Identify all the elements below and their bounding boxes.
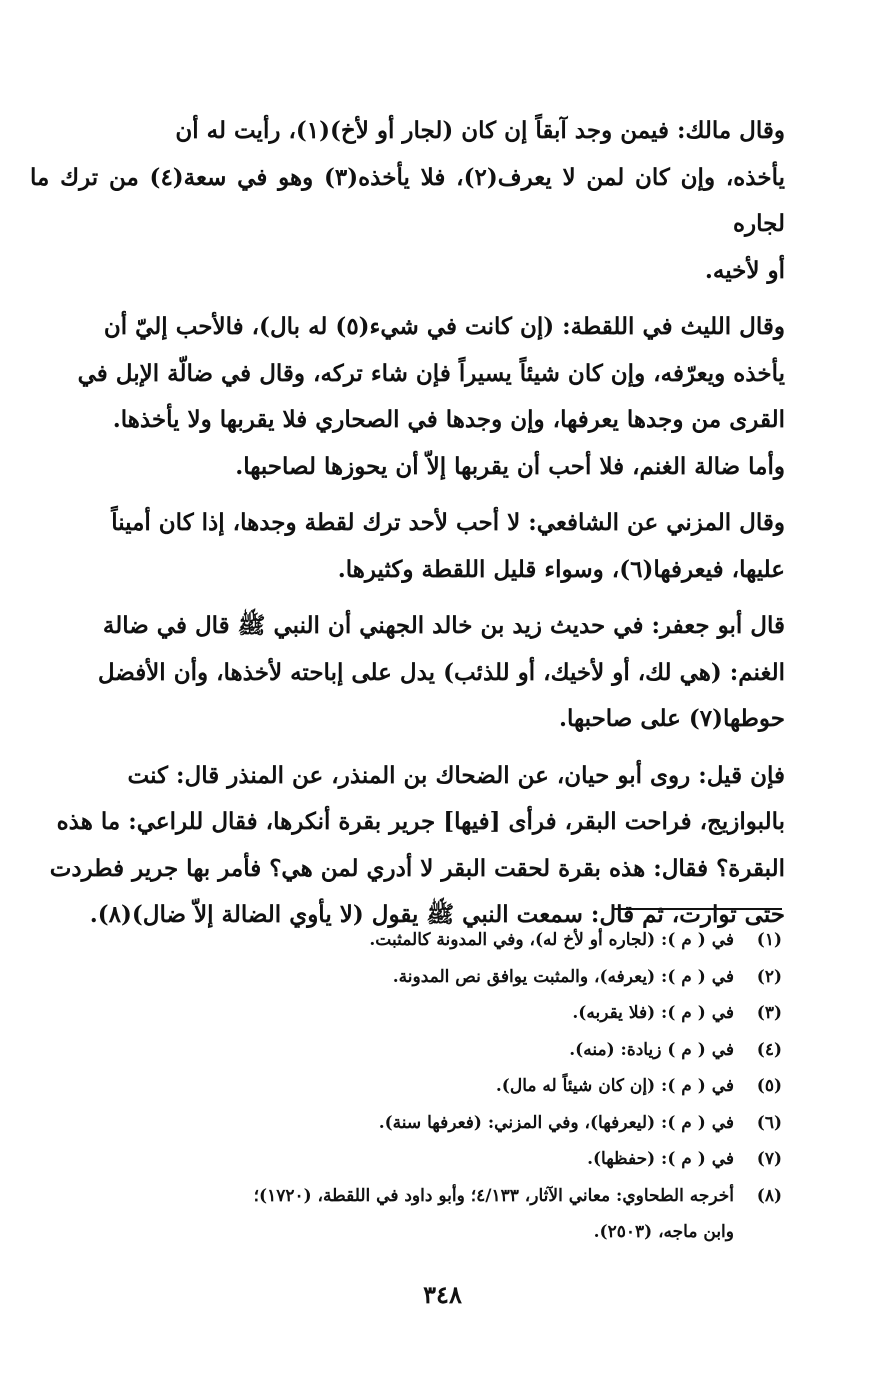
footnote-text: في ( م ) زيادة: (منه).	[569, 1039, 734, 1060]
footnote-text: في ( م ): (إن كان شيئاً له مال).	[495, 1076, 734, 1096]
text-line: البقرة؟ فقال: هذه بقرة لحقت البقر لا أدري لمن هي؟ فأمر بها جرير فطردت	[49, 854, 785, 882]
text-line: فإن قيل: روى أبو حيان، عن الضحاك بن المنذر، عن المنذر قال: كنت	[127, 761, 785, 789]
paragraph-abu-jafar	[30, 603, 785, 743]
footnote-number: (٤)	[756, 1039, 782, 1060]
text-line: وأما ضالة الغنم، فلا أحب أن يقربها إلاّ أن يحوزها لصاحبها.	[235, 452, 785, 480]
paragraph-malik	[30, 108, 785, 294]
text-line: وقال الليث في اللقطة: (إن كانت في شيء(٥) له بال)، فالأحب إليّ أن	[103, 313, 785, 340]
paragraph-muzani	[30, 500, 785, 593]
footnote-7	[30, 1141, 782, 1178]
text-line: يأخذه، وإن كان لمن لا يعرف(٢)، فلا يأخذه(٣) وهو في سعة(٤) من ترك ما لجاره	[30, 163, 786, 237]
footnote-number: (٨)	[756, 1185, 782, 1206]
paragraph-layth	[30, 304, 785, 490]
footnote-5	[30, 1068, 782, 1105]
footnote-text: في ( م ): (يعرفه)، والمثبت يوافق نص المدونة.	[392, 966, 734, 987]
footnote-text: في ( م ): (ليعرفها)، وفي المزني: (فعرفها سنة).	[378, 1112, 734, 1133]
footnote-6	[30, 1105, 782, 1142]
footnote-separator	[612, 908, 782, 910]
text-line: القرى من وجدها يعرفها، وإن وجدها في الصحاري فلا يقربها ولا يأخذها.	[112, 406, 785, 433]
main-text	[30, 108, 785, 949]
footnote-text: في ( م ): (حفظها).	[587, 1149, 734, 1169]
text-line: أو لأخيه.	[704, 256, 785, 284]
footnote-4	[30, 1032, 782, 1069]
footnote-1	[30, 922, 782, 959]
footnote-3	[30, 995, 782, 1032]
text-line: عليها، فيعرفها(٦)، وسواء قليل اللقطة وكثيرها.	[337, 555, 785, 583]
footnote-text-line: وابن ماجه، (٢٥٠٣).	[593, 1222, 734, 1242]
footnote-number: (٢)	[756, 966, 782, 987]
text-line: يأخذه ويعرّفه، وإن كان شيئاً يسيراً فإن شاء تركه، وقال في ضالّة الإبل في	[77, 359, 785, 387]
footnote-text	[30, 1178, 734, 1251]
text-line: حوطها(٧) على صاحبها.	[559, 705, 785, 732]
text-line: قال أبو جعفر: في حديث زيد بن خالد الجهني أن النبي ﷺ قال في ضالة	[102, 612, 785, 639]
text-line: حتى توارت، ثم قال: سمعت النبي ﷺ يقول (لا يأوي الضالة إلاّ ضال)(٨).	[89, 901, 785, 928]
footnote-text-line: أخرجه الطحاوي: معاني الآثار، ٤/١٣٣؛ وأبو داود في اللقطة، (١٧٢٠)؛	[253, 1185, 734, 1206]
paragraph-objection	[30, 753, 785, 939]
text-line: الغنم: (هي لك، أو لأخيك، أو للذئب) يدل على إباحته لأخذها، وأن الأفضل	[97, 658, 785, 686]
footnote-text: في ( م ): (فلا يقربه).	[572, 1003, 734, 1023]
text-line: وقال مالك: فيمن وجد آبقاً إن كان (لجار أو لأخ)(١)، رأيت له أن	[175, 117, 785, 144]
footnote-number: (٣)	[756, 1003, 782, 1023]
footnote-number: (٦)	[756, 1112, 782, 1133]
footnotes	[30, 922, 782, 1251]
footnote-number: (٥)	[756, 1076, 782, 1096]
footnote-2	[30, 959, 782, 996]
text-line: وقال المزني عن الشافعي: لا أحب لأحد ترك لقطة وجدها، إذا كان أميناً	[111, 509, 785, 536]
footnote-number: (٧)	[756, 1149, 782, 1169]
text-line: بالبوازيج، فراحت البقر، فرأى [فيها] جرير بقرة أنكرها، فقال للراعي: ما هذه	[56, 808, 785, 835]
page-number: ٣٤٨	[423, 1280, 462, 1309]
footnote-number: (١)	[756, 930, 782, 950]
footnote-8	[30, 1178, 782, 1251]
footnote-text: في ( م ): (لجاره أو لأخ له)، وفي المدونة كالمثبت.	[369, 930, 734, 950]
